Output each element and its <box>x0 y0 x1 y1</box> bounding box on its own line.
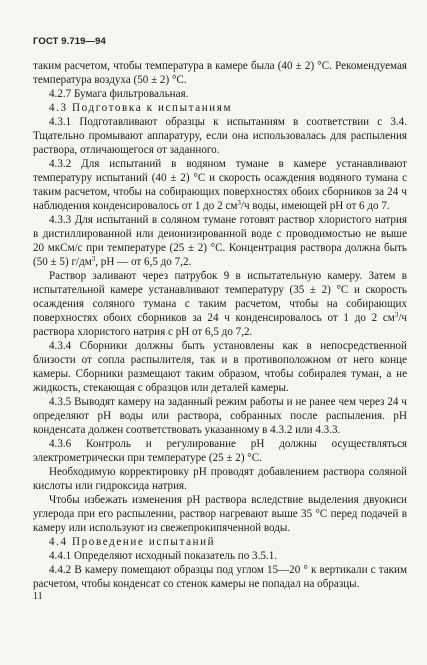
paragraph-text: 4.3.2 Для испытаний в водяном тумане в камере устанавливают температуру испытаний (40 ± 2) °С и скорость осаждения водяного тумана с таким расчетом, чтобы на собирающих поверхностях обоих сборников за 24 ч наблюдения конденсировалось от 1 до 2 см <box>33 158 407 212</box>
paragraph-text: Раствор заливают через патрубок 9 в испытательную камеру. Затем в испытательной камере устанавливают температуру (35 ± 2) °С и скорость осаждения соляного тумана с таким расчетом, чтобы на собирающих поверхностях обоих сборников за 24 ч конденсировалось от 1 до 2 см <box>33 270 407 324</box>
paragraph: 4.3.1 Подготавливают образцы к испытаниям в соответствии с 3.4. Тщательно промывают аппаратуру, если она использовалась для распыления раствора, отличающегося от заданного. <box>33 116 407 156</box>
paragraph: Необходимую корректировку pH проводят добавлением раствора соляной кислоты или гидроксида натрия. <box>33 466 407 492</box>
paragraph-text: , pH — от 6,5 до 7,2. <box>95 256 192 268</box>
paragraph <box>33 213 407 269</box>
section-heading: 4.2.7 Бумага фильтровальная. <box>49 88 189 100</box>
paragraph: 4.3.6 Контроль и регулирование pH должны осуществляться электрометрически при температуре (25 ± 2) °С. <box>33 438 407 464</box>
paragraph: 4.4.1 Определяют исходный показатель по 3.5.1. <box>49 550 278 562</box>
superscript: 3 <box>91 255 96 263</box>
superscript: 3 <box>237 199 241 207</box>
paragraph: таким расчетом, чтобы температура в камере была (40 ± 2) °С. Рекомендуемая температура воздуха (50 ± 2) °С. <box>33 60 407 86</box>
paragraph: 4.4.2 В камеру помещают образцы под углом 15—20 ° к вертикали с таким расчетом, чтобы конденсат со стенок камеры не попадал на образцы. <box>33 564 407 590</box>
paragraph-text: /ч раствора хлористого натрия с pH от 6,5 до 7,2. <box>33 312 407 338</box>
paragraph <box>33 157 407 213</box>
section-heading: 4.3 Подготовка к испытаниям <box>49 102 233 114</box>
paragraph-text: 4.3.3 Для испытаний в соляном тумане готовят раствор хлористого натрия в дистиллированной или деионизированной воде с проводимостью не выше 20 мкСм/с при температуре (25 ± 2) °С. Концентрация раствора должна быть (50 ± 5) г/дм <box>33 214 407 268</box>
superscript: 3 <box>394 311 399 319</box>
paragraph: 4.3.4 Сборники должны быть установлены как в непосредственной близости от сопла распылителя, так и в противоположном от него конце камеры. Сборники размещают таким образом, чтобы собиралея туман, а не жидкость, стекающая с образцов или деталей камеры. <box>33 340 407 394</box>
paragraph <box>33 269 407 339</box>
paragraph-text: /ч воды, имеющей pH от 6 до 7. <box>240 200 390 212</box>
section-heading: 4.4 Проведение испытаний <box>49 536 216 548</box>
paragraph: Чтобы избежать изменения pH раствора вследствие выделения двуокиси углерода при его распылении, раствор нагревают выше 35 °С перед подачей в камеру или используют из свежепрокипяченной воды. <box>33 494 407 534</box>
document-body <box>33 59 407 591</box>
document-header: ГОСТ 9.719—94 <box>33 36 106 47</box>
page-number: 11 <box>33 591 43 602</box>
paragraph: 4.3.5 Выводят камеру на заданный режим работы и не ранее чем через 24 ч определяют pH воды или раствора, собранных после распыления. pH конденсата должен соответствовать указанному в 4.3.2 или 4.3.3. <box>33 396 407 436</box>
